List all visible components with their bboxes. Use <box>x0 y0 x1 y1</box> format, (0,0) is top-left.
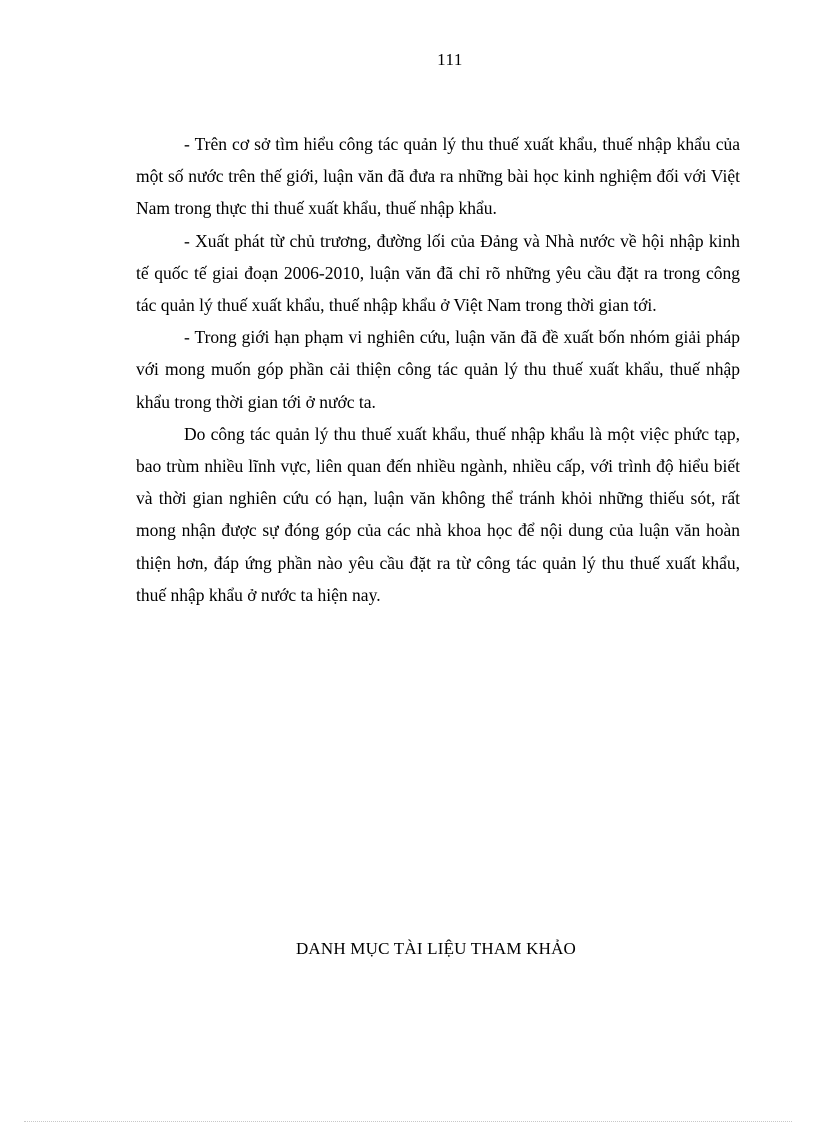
section-heading: DANH MỤC TÀI LIỆU THAM KHẢO <box>295 939 577 958</box>
paragraph-4: Do công tác quản lý thu thuế xuất khẩu, thuế nhập khẩu là một việc phức tạp, bao trùm nhiều lĩnh vực, liên quan đến nhiều ngành, nhiều cấp, với trình độ hiểu biết và thời gian nghiên cứu có hạn, luận văn không thể tránh khỏi những thiếu sót, rất mong nhận được sự đóng góp của các nhà khoa học để nội dung của luận văn hoàn thiện hơn, đáp ứng phần nào yêu cầu đặt ra từ công tác quản lý thu thuế xuất khẩu, thuế nhập khẩu ở nước ta hiện nay. <box>136 423 740 605</box>
body-text <box>136 128 740 611</box>
paragraph-1: - Trên cơ sở tìm hiểu công tác quản lý thu thuế xuất khẩu, thuế nhập khẩu của một số nước trên thế giới, luận văn đã đưa ra những bài học kinh nghiệm đối với Việt Nam trong thực thi thuế xuất khẩu, thuế nhập khẩu. <box>136 134 740 219</box>
page-bottom-divider <box>24 1121 792 1122</box>
paragraph-2: - Xuất phát từ chủ trương, đường lối của Đảng và Nhà nước về hội nhập kinh tế quốc tế giai đoạn 2006-2010, luận văn đã chỉ rõ những yêu cầu đặt ra trong công tác quản lý thuế xuất khẩu, thuế nhập khẩu ở Việt Nam trong thời gian tới. <box>136 230 740 316</box>
page-number: 111 <box>437 50 463 69</box>
paragraph-3: - Trong giới hạn phạm vi nghiên cứu, luận văn đã đề xuất bốn nhóm giải pháp với mong muốn góp phần cải thiện công tác quản lý thu thuế xuất khẩu, thuế nhập khẩu trong thời gian tới ở nước ta. <box>136 327 740 412</box>
